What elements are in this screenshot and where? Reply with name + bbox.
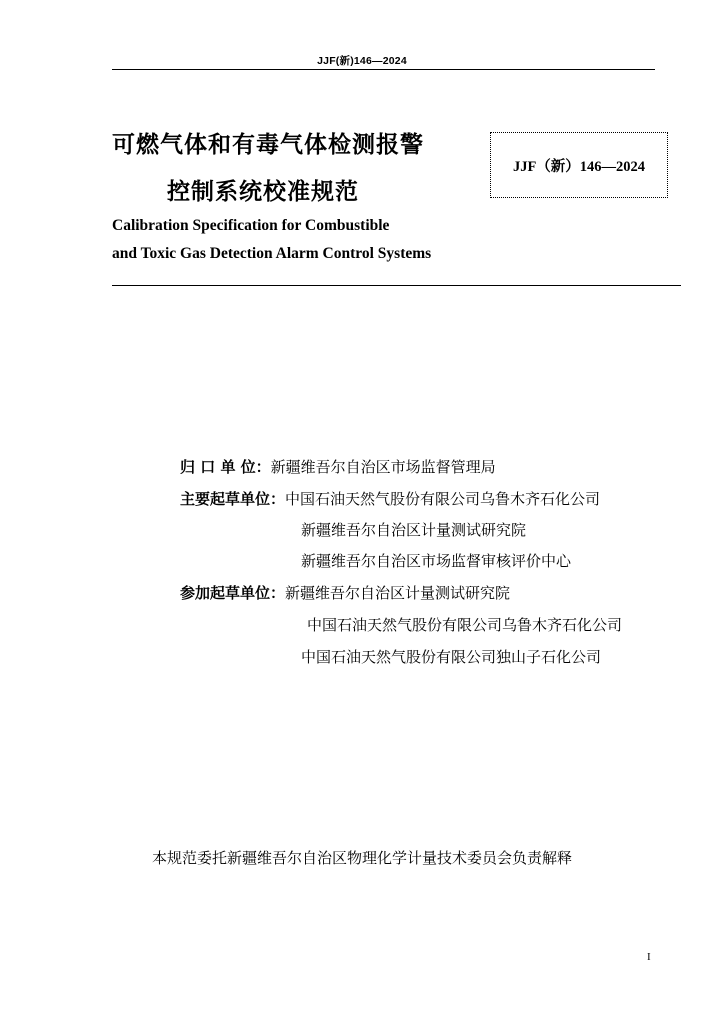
main-drafting-unit-value-3: 新疆维吾尔自治区市场监督审核评价中心 [301, 552, 572, 570]
main-drafting-unit-row [180, 488, 600, 509]
participating-drafting-unit-value-3: 中国石油天然气股份有限公司独山子石化公司 [301, 648, 602, 666]
specification-code: JJF（新）146—2024 [512, 158, 646, 175]
participating-drafting-unit-value-1: 新疆维吾尔自治区计量测试研究院 [285, 584, 511, 602]
participating-drafting-unit-row [301, 646, 601, 667]
interpretation-note: 本规范委托新疆维吾尔自治区物理化学计量技术委员会负责解释 [151, 849, 572, 867]
participating-drafting-unit-label: 参加起草单位： [180, 584, 286, 602]
chinese-title-line-2: 控制系统校准规范 [167, 179, 359, 205]
title-rule [112, 285, 681, 286]
specification-code-box [490, 132, 668, 198]
running-header-code: JJF(新)146—2024 [317, 55, 407, 67]
header-rule [112, 69, 655, 70]
guikou-unit-row [180, 456, 496, 477]
main-drafting-unit-row [301, 519, 526, 540]
participating-drafting-unit-row [180, 582, 510, 603]
participating-drafting-unit-row [307, 614, 622, 635]
chinese-title-line-1: 可燃气体和有毒气体检测报警 [112, 132, 424, 158]
main-drafting-unit-value-2: 新疆维吾尔自治区计量测试研究院 [301, 521, 527, 539]
main-drafting-unit-label: 主要起草单位： [180, 490, 286, 508]
english-title-line-1: Calibration Specification for Combustible [112, 217, 390, 234]
main-drafting-unit-value-1: 中国石油天然气股份有限公司乌鲁木齐石化公司 [285, 490, 601, 508]
main-drafting-unit-row [301, 550, 571, 571]
guikou-unit-label: 归 口 单 位： [180, 458, 271, 476]
english-title-line-2: and Toxic Gas Detection Alarm Control Systems [112, 245, 432, 262]
participating-drafting-unit-value-2: 中国石油天然气股份有限公司乌鲁木齐石化公司 [307, 616, 623, 634]
page-number: I [647, 951, 651, 963]
guikou-unit-value: 新疆维吾尔自治区市场监督管理局 [270, 458, 496, 476]
